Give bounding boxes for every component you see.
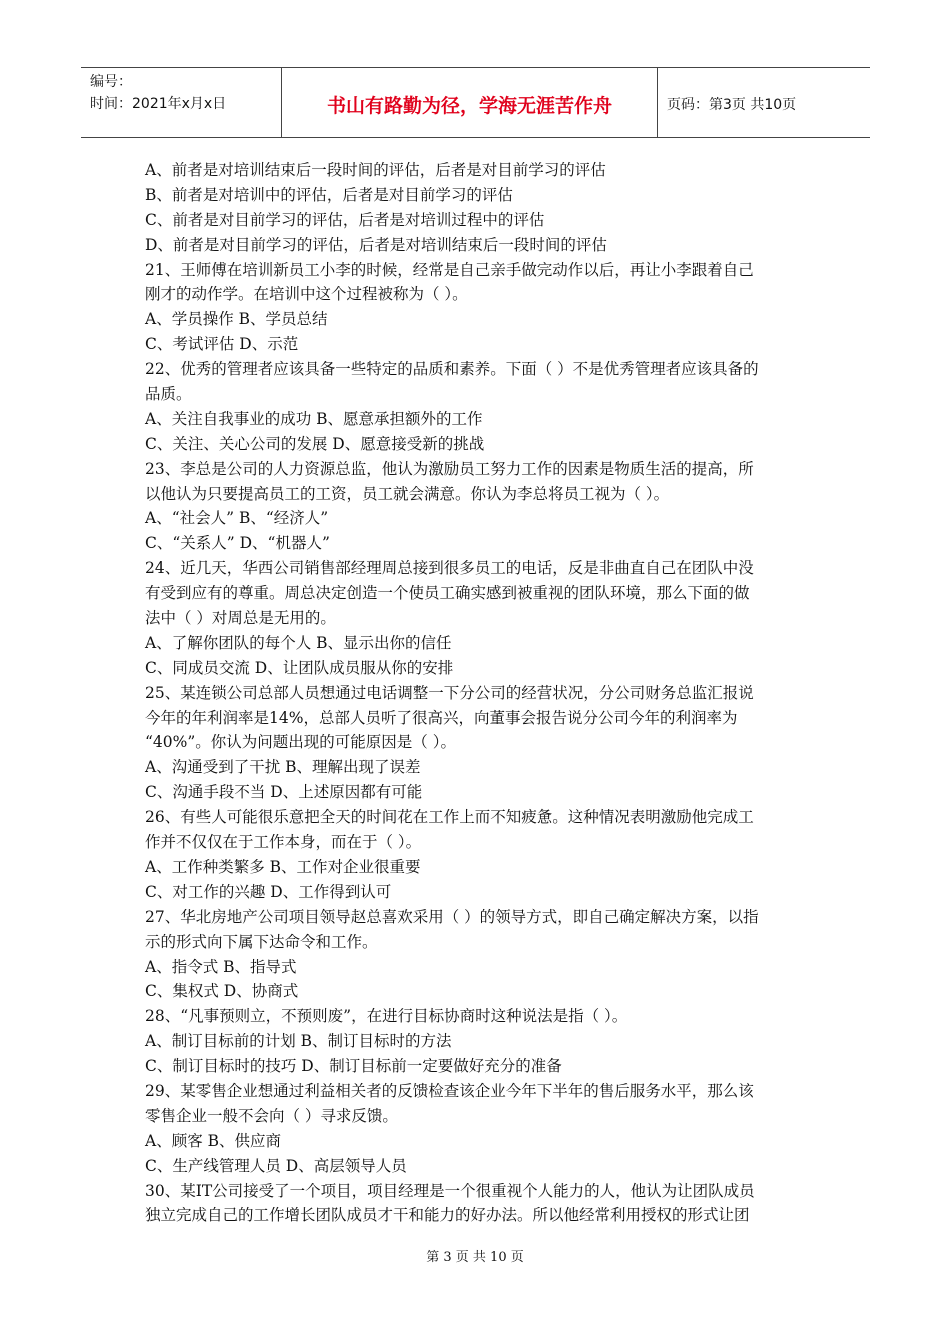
page-header <box>81 67 870 138</box>
text-line: C、考试评估 D、示范 <box>145 335 299 354</box>
text-line: A、制订目标前的计划 B、制订目标时的方法 <box>145 1032 452 1051</box>
text-line: 26、有些人可能很乐意把全天的时间花在工作上而不知疲惫。这种情况表明激励他完成工 <box>145 808 754 827</box>
text-line: A、顾客 B、供应商 <box>145 1131 282 1150</box>
text-line: C、集权式 D、协商式 <box>145 982 299 1001</box>
text-line: A、沟通受到了干扰 B、理解出现了误差 <box>145 758 421 777</box>
text-line: 以他认为只要提高员工的工资，员工就会满意。你认为李总将员工视为（ ）。 <box>145 484 670 503</box>
text-line: 24、近几天，华西公司销售部经理周总接到很多员工的电话，反是非曲直自己在团队中没 <box>145 559 754 578</box>
document-time-label: 时间：2021年x月x日 <box>90 96 227 112</box>
text-line: C、前者是对目前学习的评估，后者是对培训过程中的评估 <box>145 210 545 229</box>
text-line: D、前者是对目前学习的评估，后者是对培训结束后一段时间的评估 <box>145 235 607 254</box>
text-line: 27、华北房地产公司项目领导赵总喜欢采用（ ）的领导方式，即自己确定解决方案，以指 <box>145 907 759 926</box>
text-line: 品质。 <box>145 385 192 404</box>
text-line: 独立完成自己的工作增长团队成员才干和能力的好办法。所以他经常利用授权的形式让团 <box>145 1206 750 1225</box>
text-line: 23、李总是公司的人力资源总监，他认为激励员工努力工作的因素是物质生活的提高，所 <box>145 459 754 478</box>
text-line: 示的形式向下属下达命令和工作。 <box>145 932 378 951</box>
header-meta-cell <box>81 68 282 137</box>
text-line: A、关注自我事业的成功 B、愿意承担额外的工作 <box>145 409 483 428</box>
text-line: C、沟通手段不当 D、上述原因都有可能 <box>145 783 423 802</box>
text-line: A、“社会人” B、“经济人” <box>145 509 329 528</box>
text-line: 刚才的动作学。在培训中这个过程被称为（ ）。 <box>145 285 468 304</box>
text-line: C、同成员交流 D、让团队成员服从你的安排 <box>145 658 454 677</box>
text-line: 21、王师傅在培训新员工小李的时候，经常是自己亲手做完动作以后，再让小李跟着自己 <box>145 260 754 279</box>
header-page-number: 页码：第3页 共10页 <box>667 97 797 113</box>
text-line: C、“关系人” D、“机器人” <box>145 534 330 553</box>
header-page-cell <box>658 68 870 137</box>
text-line: 29、某零售企业想通过利益相关者的反馈检查该企业今年下半年的售后服务水平，那么该 <box>145 1081 754 1100</box>
text-line: 零售企业一般不会向（ ）寻求反馈。 <box>145 1106 398 1125</box>
text-line: A、前者是对培训结束后一段时间的评估，后者是对目前学习的评估 <box>145 161 606 179</box>
text-line: A、工作种类繁多 B、工作对企业很重要 <box>145 857 421 876</box>
text-line: C、制订目标时的技巧 D、制订目标前一定要做好充分的准备 <box>145 1057 562 1076</box>
text-line: 25、某连锁公司总部人员想通过电话调整一下分公司的经营状况，分公司财务总监汇报说 <box>145 683 754 702</box>
text-line: 法中（ ）对周总是无用的。 <box>145 609 336 628</box>
text-line: 22、优秀的管理者应该具备一些特定的品质和素养。下面（ ）不是优秀管理者应该具备的 <box>145 360 759 379</box>
page-footer: 第 3 页 共 10 页 <box>426 1250 524 1265</box>
document-body <box>145 158 815 1228</box>
text-line: C、对工作的兴趣 D、工作得到认可 <box>145 882 392 901</box>
text-line: 有受到应有的尊重。周总决定创造一个使员工确实感到被重视的团队环境，那么下面的做 <box>145 584 750 603</box>
text-line: C、关注、关心公司的发展 D、愿意接受新的挑战 <box>145 434 485 453</box>
text-line: 今年的年利润率是14%，总部人员听了很高兴，向董事会报告说分公司今年的利润率为 <box>145 708 738 727</box>
header-motto: 书山有路勤为径，学海无涯苦作舟 <box>326 95 612 117</box>
header-motto-cell <box>282 68 658 137</box>
text-line: B、前者是对培训中的评估，后者是对目前学习的评估 <box>145 185 513 204</box>
document-number-label: 编号： <box>90 74 132 90</box>
text-line: C、生产线管理人员 D、高层领导人员 <box>145 1156 407 1175</box>
text-line: A、了解你团队的每个人 B、显示出你的信任 <box>145 633 452 652</box>
text-line: 28、“凡事预则立，不预则废”，在进行目标协商时这种说法是指（ ）。 <box>145 1007 628 1026</box>
text-line: 作并不仅仅在于工作本身，而在于（ ）。 <box>145 833 422 852</box>
text-line: 30、某IT公司接受了一个项目，项目经理是一个很重视个人能力的人，他认为让团队成员 <box>145 1181 755 1200</box>
text-line: A、学员操作 B、学员总结 <box>145 310 328 329</box>
text-line: A、指令式 B、指导式 <box>145 957 297 976</box>
text-line: “40%”。你认为问题出现的可能原因是（ ）。 <box>145 733 456 752</box>
